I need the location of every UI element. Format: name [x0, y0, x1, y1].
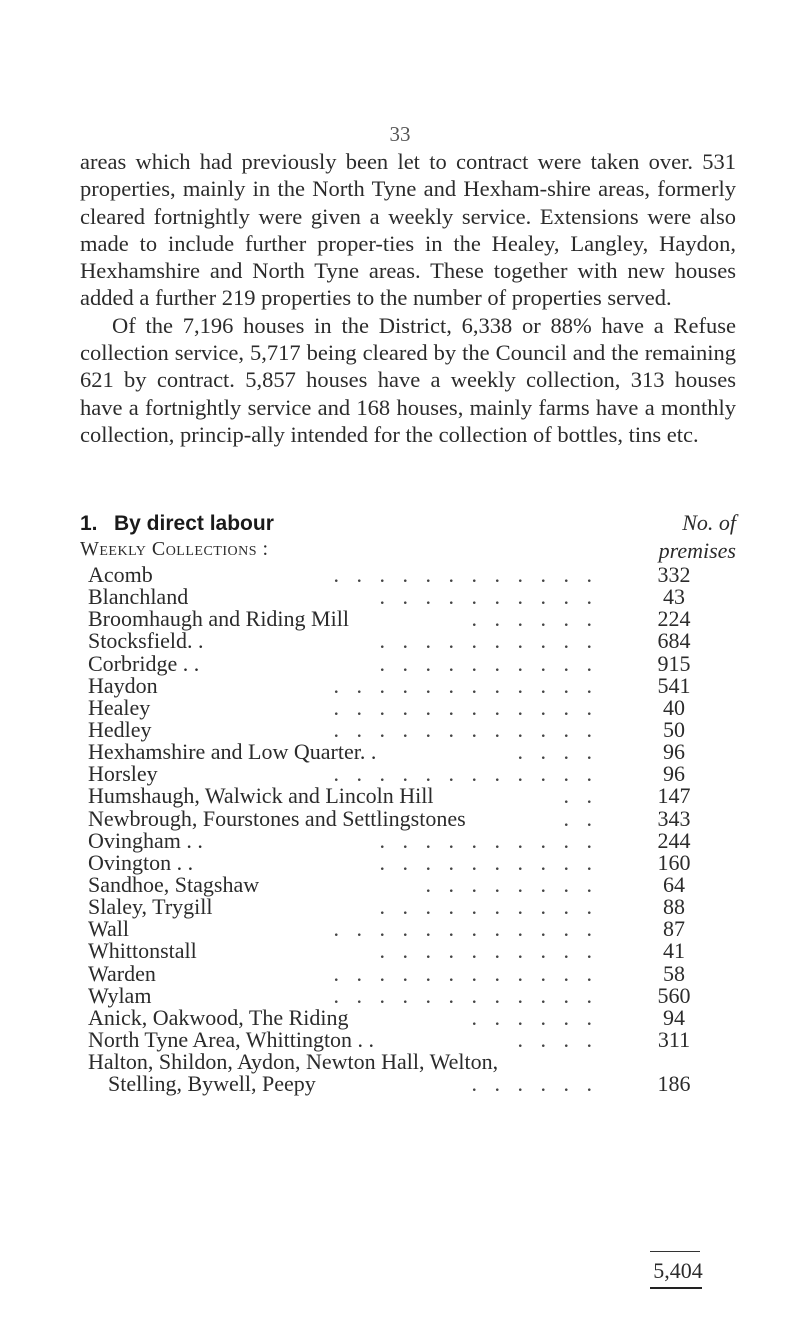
- row-name: Haydon: [88, 672, 158, 698]
- row-value: 332: [657, 562, 691, 587]
- row-leader: . . . . . . . . . .: [379, 628, 598, 654]
- collections-table: [88, 564, 748, 1095]
- row-value: 96: [663, 761, 685, 787]
- body-text: [80, 148, 736, 448]
- row-name: Hedley: [88, 716, 152, 742]
- row-leader: . . . . . . . .: [425, 871, 598, 897]
- row-leader: . . . . . . . . . . . .: [333, 716, 598, 742]
- table-row: [88, 650, 748, 676]
- row-value: 88: [663, 894, 685, 920]
- row-name: Blanchland: [88, 584, 189, 610]
- row-leader: . . . . . . . . . .: [379, 894, 598, 920]
- section-title: By direct labour: [114, 512, 274, 535]
- column-header-line-2: premises: [658, 538, 736, 563]
- table-row: [88, 785, 748, 807]
- section-number: 1.: [80, 512, 98, 535]
- row-name: Slaley, Trygill: [88, 894, 213, 920]
- row-leader: . . . . . . . . . . . .: [333, 562, 598, 587]
- column-header-line-1: No. of: [682, 510, 736, 535]
- row-leader: . . . . . . . . . .: [379, 584, 598, 610]
- table-row: [88, 982, 748, 1008]
- table-row: [88, 871, 748, 897]
- paragraph-2: Of the 7,196 houses in the District, 6,338 or 88% have a Refuse collection service, 5,717 being cleared by the Council and the remaining 621 by contract. 5,857 houses have a weekly collection, 313 houses have a fortnightly service and 168 houses, mainly farms have a monthly collection, princip-ally intended for the collection of bottles, tins etc.: [80, 312, 736, 447]
- row-leader: . .: [563, 805, 598, 831]
- row-value: 94: [663, 1004, 685, 1030]
- row-name: North Tyne Area, Whittington . .: [88, 1026, 375, 1052]
- section-heading: [80, 512, 274, 536]
- row-value: 684: [657, 628, 691, 654]
- row-leader: . . . . . . . . . . . .: [333, 694, 598, 720]
- table-row: [88, 586, 748, 608]
- row-leader: . . . . . .: [471, 1004, 598, 1030]
- row-name: Horsley: [88, 761, 158, 787]
- table-row: [88, 849, 748, 875]
- row-value: 41: [663, 938, 685, 964]
- table-row: [88, 918, 748, 940]
- table-row: [88, 716, 748, 742]
- row-name: Acomb: [88, 562, 153, 587]
- row-name: Broomhaugh and Riding Mill: [88, 606, 349, 632]
- table-row: [88, 827, 748, 853]
- table-row: [88, 564, 748, 586]
- table-row: [88, 1051, 748, 1073]
- total-rule: [650, 1251, 700, 1252]
- row-name: Stocksfield. .: [88, 628, 204, 654]
- row-name: Humshaugh, Walwick and Lincoln Hill: [88, 783, 434, 809]
- row-value: 87: [663, 916, 685, 942]
- table-row: [88, 960, 748, 986]
- row-name: Whittonstall: [88, 938, 197, 964]
- table-row: [88, 672, 748, 698]
- row-leader: . . . . . . . . . .: [379, 938, 598, 964]
- total-value: 5,404: [653, 1258, 703, 1283]
- row-name: Warden: [88, 960, 156, 986]
- row-leader: . . . . . .: [471, 606, 598, 632]
- row-value: 147: [657, 783, 691, 809]
- paragraph-1: areas which had previously been let to contract were taken over. 531 properties, mainly in the North Tyne and Hexham-shire areas, formerly cleared fortnightly were given a weekly service. Extensions were also made to include further proper-ties in the Healey, Langley, Haydon, Hexhamshire and North Tyne areas. These together with new houses added a further 219 properties to the number of properties served.: [80, 149, 736, 311]
- row-leader: . . . . . . . . . . . .: [333, 960, 598, 986]
- section-subtitle: Weekly Collections :: [80, 538, 269, 560]
- row-leader: . . . . . . . . . .: [379, 827, 598, 853]
- row-name: Wylam: [88, 982, 152, 1008]
- row-name: Newbrough, Fourstones and Settlingstones: [88, 805, 466, 831]
- row-value: 244: [657, 827, 691, 853]
- row-leader: . . . .: [517, 739, 598, 765]
- table-row: [88, 940, 748, 962]
- row-value: 186: [657, 1071, 691, 1097]
- row-name: Ovingham . .: [88, 827, 203, 853]
- table-row: [88, 763, 748, 785]
- row-leader: . . . . . .: [471, 1071, 598, 1097]
- row-name: Hexhamshire and Low Quarter. .: [88, 739, 377, 765]
- row-name: Anick, Oakwood, The Riding: [88, 1004, 349, 1030]
- row-value: 311: [657, 1026, 691, 1052]
- row-value: 541: [657, 672, 691, 698]
- table-row: [88, 608, 748, 630]
- table-row: [88, 896, 748, 918]
- table-row: [88, 1026, 748, 1052]
- table-row: [88, 741, 748, 763]
- table-row: [88, 805, 748, 831]
- row-leader: . . . . . . . . . . . .: [333, 982, 598, 1008]
- table-row: [88, 694, 748, 720]
- total-double-rule: [650, 1287, 702, 1289]
- page-number: 33: [389, 122, 411, 146]
- row-value: 64: [663, 871, 685, 897]
- row-name: Wall: [88, 916, 129, 942]
- row-leader: . . . . . . . . . . . .: [333, 672, 598, 698]
- row-value: 50: [663, 716, 685, 742]
- row-name: Ovington . .: [88, 849, 194, 875]
- row-leader: . . . .: [517, 1026, 598, 1052]
- row-leader: . . . . . . . . . . . .: [333, 916, 598, 942]
- table-row: [88, 1073, 748, 1095]
- row-leader: . . . . . . . . . .: [379, 650, 598, 676]
- row-name: Corbridge . .: [88, 650, 200, 676]
- row-value: 560: [657, 982, 691, 1008]
- row-leader: . .: [563, 783, 598, 809]
- row-value: 40: [663, 694, 685, 720]
- row-name: Halton, Shildon, Aydon, Newton Hall, Welton,: [88, 1049, 499, 1075]
- row-value: 58: [663, 960, 685, 986]
- row-value: 96: [663, 739, 685, 765]
- row-name: Healey: [88, 694, 151, 720]
- row-name: Sandhoe, Stagshaw: [88, 871, 260, 897]
- row-value: 160: [657, 849, 691, 875]
- table-row: [88, 1004, 748, 1030]
- row-value: 915: [657, 650, 691, 676]
- row-name: Stelling, Bywell, Peepy: [108, 1071, 316, 1097]
- table-row: [88, 630, 748, 652]
- row-leader: . . . . . . . . . . . .: [333, 761, 598, 787]
- row-leader: . . . . . . . . . .: [379, 849, 598, 875]
- row-value: 343: [657, 805, 691, 831]
- row-value: 224: [657, 606, 691, 632]
- row-value: 43: [663, 584, 685, 610]
